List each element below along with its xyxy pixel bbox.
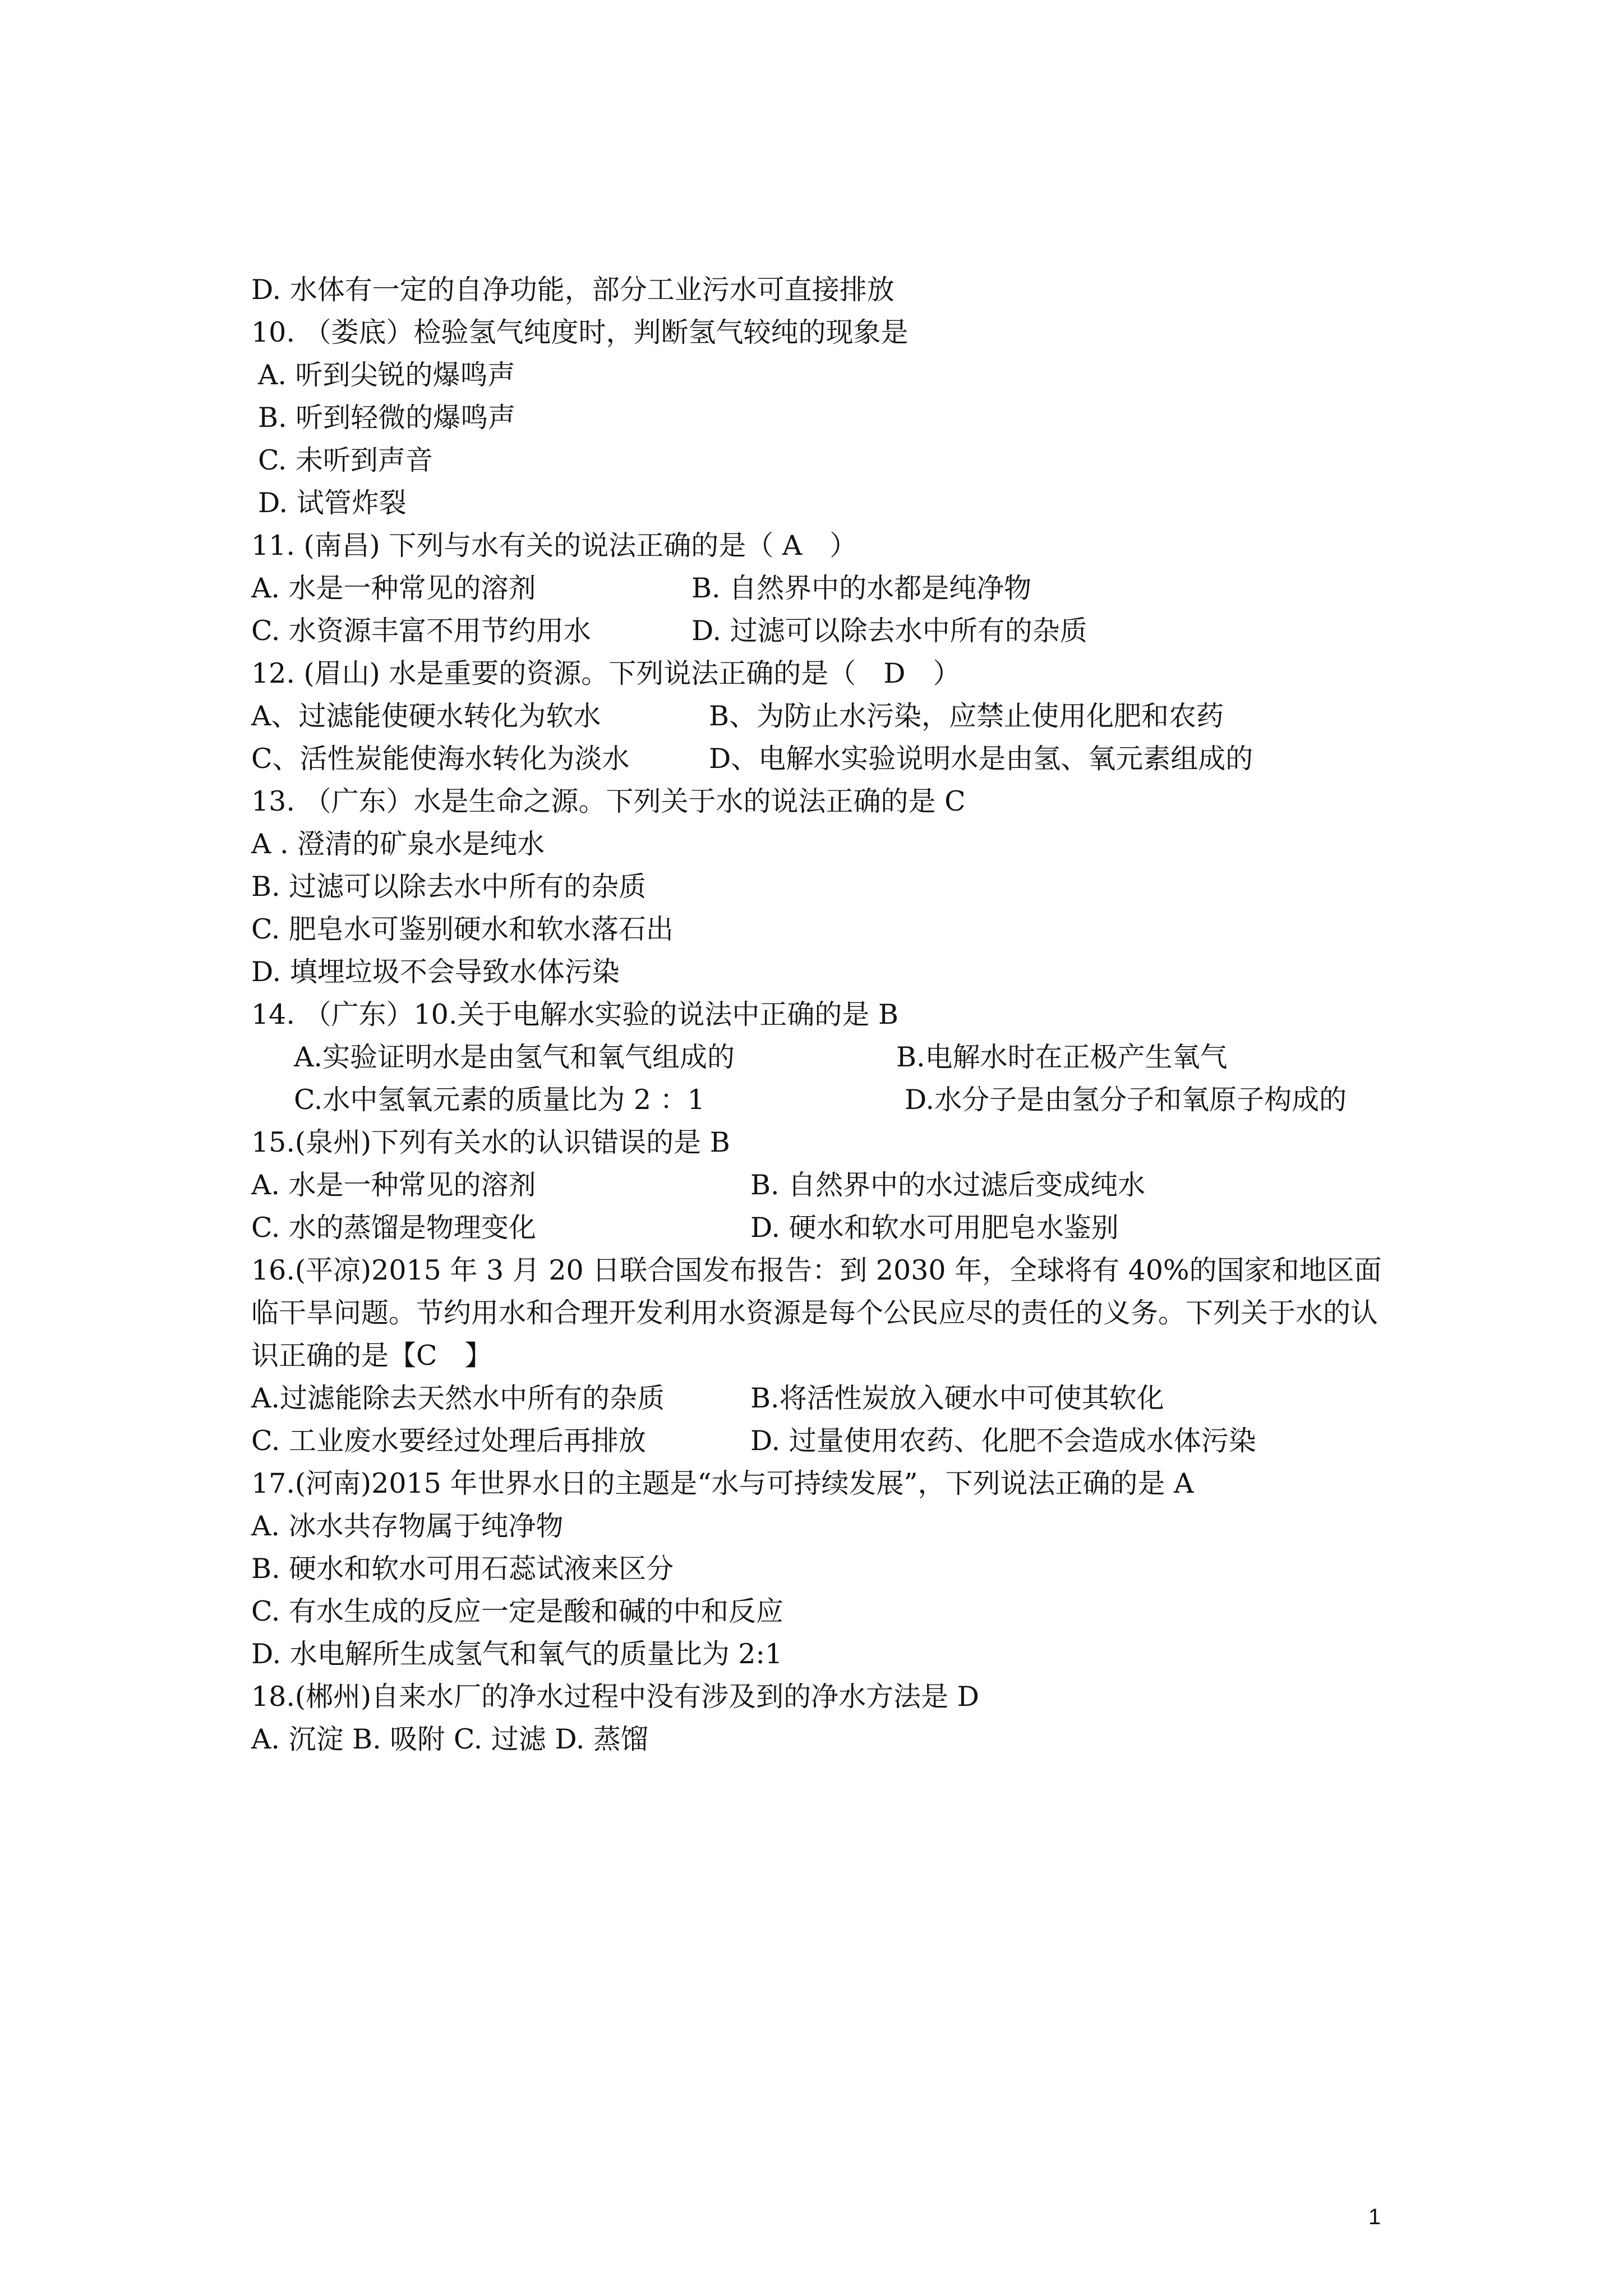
q15-options-row1 — [251, 1164, 1429, 1207]
q13-stem: 13. （广东）水是生命之源。下列关于水的说法正确的是 C — [251, 785, 966, 817]
q14-option-c: C.水中氢氧元素的质量比为 2 ：1 — [294, 1084, 705, 1116]
q11-options-row2 — [251, 610, 1429, 652]
q13-option-b: B. 过滤可以除去水中所有的杂质 — [251, 871, 647, 903]
q11-option-c: C. 水资源丰富不用节约用水 — [251, 615, 591, 647]
q13-option-d: D. 填埋垃圾不会导致水体污染 — [251, 956, 620, 988]
q16-options-row1 — [251, 1377, 1429, 1420]
q15-option-c: C. 水的蒸馏是物理变化 — [251, 1212, 536, 1244]
q17-option-a: A. 冰水共存物属于纯净物 — [251, 1510, 564, 1542]
q13-option-c: C. 肥皂水可鉴别硬水和软水落石出 — [251, 913, 674, 945]
q16-option-d: D. 过量使用农药、化肥不会造成水体污染 — [750, 1425, 1256, 1457]
q18-options: A. 沉淀 B. 吸附 C. 过滤 D. 蒸馏 — [251, 1723, 649, 1755]
q13-option-a: A . 澄清的矿泉水是纯水 — [251, 828, 545, 860]
q12-option-a: A、过滤能使硬水转化为软水 — [251, 700, 601, 732]
q12-option-b: B、为防止水污染，应禁止使用化肥和农药 — [709, 700, 1224, 732]
q15-option-d: D. 硬水和软水可用肥皂水鉴别 — [750, 1212, 1119, 1244]
q15-stem: 15.(泉州)下列有关水的认识错误的是 B — [251, 1126, 730, 1158]
q17-option-b: B. 硬水和软水可用石蕊试液来区分 — [251, 1553, 674, 1585]
q10-option-b: B. 听到轻微的爆鸣声 — [258, 402, 516, 434]
question-list — [251, 269, 1429, 1761]
page-number: 1 — [1368, 2205, 1381, 2229]
q14-options-row2 — [251, 1079, 1429, 1121]
q12-option-c: C、活性炭能使海水转化为淡水 — [251, 743, 630, 775]
q11-option-a: A. 水是一种常见的溶剂 — [251, 572, 536, 604]
q17-option-d: D. 水电解所生成氢气和氧气的质量比为 2:1 — [251, 1638, 783, 1670]
q16-option-a: A.过滤能除去天然水中所有的杂质 — [251, 1382, 665, 1414]
q11-option-b: B. 自然界中的水都是纯净物 — [691, 572, 1032, 604]
q16-stem: 16.(平凉)2015 年 3 月 20 日联合国发布报告：到 2030 年，全球将有 40%的国家和地区面临干旱问题。节约用水和合理开发利用水资源是每个公民应尽的责任的义务。下列关于水的认识正确的是【C 】 — [251, 1254, 1382, 1372]
q12-options-row2 — [251, 738, 1429, 780]
q10-option-c: C. 未听到声音 — [258, 444, 433, 476]
q16-options-row2 — [251, 1420, 1429, 1462]
q12-option-d: D、电解水实验说明水是由氢、氧元素组成的 — [709, 743, 1253, 775]
q14-stem: 14. （广东）10.关于电解水实验的说法中正确的是 B — [251, 999, 899, 1030]
q14-options-row1 — [251, 1036, 1429, 1079]
q15-option-a: A. 水是一种常见的溶剂 — [251, 1169, 536, 1201]
q11-options-row1 — [251, 567, 1429, 610]
q11-stem: 11. (南昌) 下列与水有关的说法正确的是（ A ） — [251, 530, 857, 562]
q10-option-a: A. 听到尖锐的爆鸣声 — [258, 359, 515, 391]
q14-option-a: A.实验证明水是由氢气和氧气组成的 — [294, 1041, 735, 1073]
q14-option-d: D.水分子是由氢分子和氧原子构成的 — [905, 1084, 1347, 1116]
q15-option-b: B. 自然界中的水过滤后变成纯水 — [750, 1169, 1146, 1201]
q10-option-d: D. 试管炸裂 — [258, 487, 407, 519]
q16-option-b: B.将活性炭放入硬水中可使其软化 — [750, 1382, 1164, 1414]
q16-option-c: C. 工业废水要经过处理后再排放 — [251, 1425, 646, 1457]
q10-stem: 10. （娄底）检验氢气纯度时，判断氢气较纯的现象是 — [251, 316, 909, 348]
q15-options-row2 — [251, 1207, 1429, 1249]
q17-option-c: C. 有水生成的反应一定是酸和碱的中和反应 — [251, 1595, 783, 1627]
q12-stem: 12. (眉山) 水是重要的资源。下列说法正确的是（ D ） — [251, 657, 961, 689]
q18-stem: 18.(郴州)自来水厂的净水过程中没有涉及到的净水方法是 D — [251, 1681, 980, 1713]
q17-stem: 17.(河南)2015 年世界水日的主题是“水与可持续发展”，下列说法正确的是 A — [251, 1467, 1194, 1499]
q14-option-b: B.电解水时在正极产生氧气 — [896, 1041, 1228, 1073]
q11-option-d: D. 过滤可以除去水中所有的杂质 — [691, 615, 1087, 647]
q12-options-row1 — [251, 695, 1429, 738]
q9-option-d: D. 水体有一定的自净功能，部分工业污水可直接排放 — [251, 274, 895, 306]
